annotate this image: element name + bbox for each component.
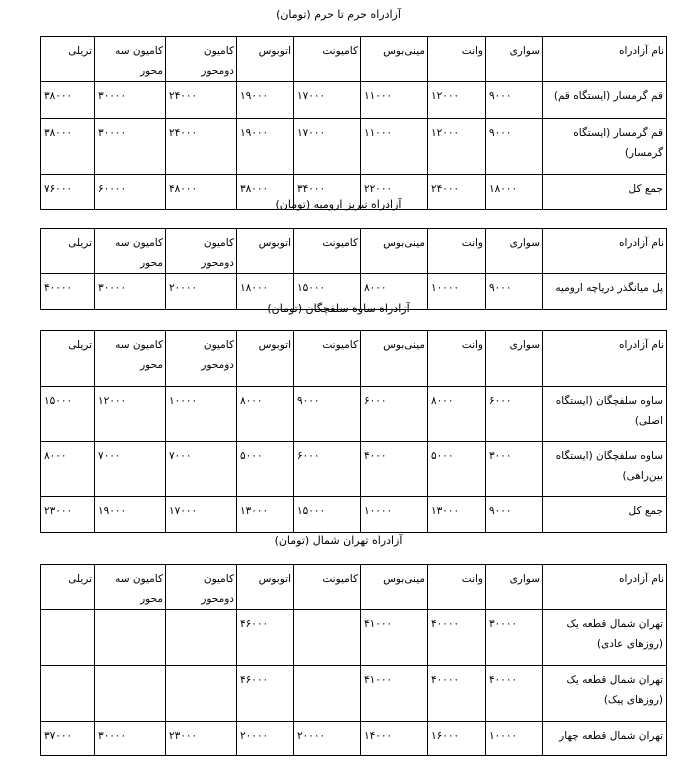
- toll-value-cell: ۹۰۰۰: [486, 119, 543, 175]
- column-header: اتوبوس: [237, 565, 294, 610]
- column-header: نام آزادراه: [543, 229, 667, 274]
- toll-value-cell: ۳۸۰۰۰: [41, 82, 95, 119]
- toll-value-cell: ۲۳۰۰۰: [166, 722, 237, 756]
- table-header-row: [41, 331, 667, 387]
- table-row: [41, 442, 667, 497]
- column-header: مینی‌بوس: [361, 565, 428, 610]
- column-header: سواری: [486, 229, 543, 274]
- toll-value-cell: ۲۰۰۰۰: [166, 274, 237, 310]
- toll-value-cell: ۴۶۰۰۰: [237, 610, 294, 666]
- toll-value-cell: [95, 666, 166, 722]
- toll-value-cell: ۱۰۰۰۰: [166, 387, 237, 442]
- toll-value-cell: ۳۰۰۰۰: [95, 82, 166, 119]
- toll-value-cell: ۷۰۰۰: [95, 442, 166, 497]
- column-header: کامیون سه محور: [95, 229, 166, 274]
- freeway-name-cell: جمع کل: [543, 497, 667, 533]
- column-header: اتوبوس: [237, 37, 294, 82]
- toll-value-cell: ۳۰۰۰۰: [95, 274, 166, 310]
- column-header: نام آزادراه: [543, 331, 667, 387]
- toll-value-cell: ۱۲۰۰۰: [95, 387, 166, 442]
- column-header: کامیونت: [294, 229, 361, 274]
- column-header: نام آزادراه: [543, 37, 667, 82]
- column-header: مینی‌بوس: [361, 331, 428, 387]
- toll-value-cell: ۸۰۰۰: [428, 387, 486, 442]
- column-header: کامیون سه محور: [95, 331, 166, 387]
- toll-value-cell: ۵۰۰۰: [237, 442, 294, 497]
- column-header: کامیون سه محور: [95, 565, 166, 610]
- column-header: کامیونت: [294, 37, 361, 82]
- toll-value-cell: ۶۰۰۰: [294, 442, 361, 497]
- toll-value-cell: ۶۰۰۰: [361, 387, 428, 442]
- toll-value-cell: ۳۷۰۰۰: [41, 722, 95, 756]
- toll-value-cell: ۴۸۰۰۰: [166, 175, 237, 210]
- toll-table: [40, 36, 667, 210]
- toll-value-cell: ۴۱۰۰۰: [361, 666, 428, 722]
- toll-value-cell: ۳۴۰۰۰: [294, 175, 361, 210]
- toll-value-cell: ۶۰۰۰: [486, 387, 543, 442]
- column-header: کامیون دومحور: [166, 229, 237, 274]
- toll-value-cell: ۱۲۰۰۰: [428, 82, 486, 119]
- column-header: وانت: [428, 565, 486, 610]
- toll-value-cell: ۳۰۰۰۰: [486, 610, 543, 666]
- table-header-row: [41, 37, 667, 82]
- toll-value-cell: ۳۰۰۰: [486, 442, 543, 497]
- column-header: کامیون دومحور: [166, 565, 237, 610]
- column-header: کامیونت: [294, 331, 361, 387]
- toll-value-cell: ۹۰۰۰: [294, 387, 361, 442]
- freeway-name-cell: ساوه سلفچگان (ایستگاه اصلی): [543, 387, 667, 442]
- column-header: وانت: [428, 37, 486, 82]
- freeway-name-cell: پل میانگذر دریاچه ارومیه: [543, 274, 667, 310]
- table-row: [41, 387, 667, 442]
- toll-value-cell: ۹۰۰۰: [486, 274, 543, 310]
- column-header: سواری: [486, 37, 543, 82]
- toll-value-cell: ۱۹۰۰۰: [95, 497, 166, 533]
- table-header-row: [41, 229, 667, 274]
- section-title: آزادراه ساوه سلفچگان (تومان): [267, 302, 410, 315]
- toll-value-cell: ۴۰۰۰۰: [428, 666, 486, 722]
- toll-value-cell: ۴۱۰۰۰: [361, 610, 428, 666]
- toll-value-cell: [294, 666, 361, 722]
- toll-value-cell: [95, 610, 166, 666]
- toll-value-cell: ۳۸۰۰۰: [41, 119, 95, 175]
- column-header: مینی‌بوس: [361, 229, 428, 274]
- table-row: [41, 119, 667, 175]
- column-header: وانت: [428, 229, 486, 274]
- toll-value-cell: ۷۰۰۰: [166, 442, 237, 497]
- toll-value-cell: ۴۶۰۰۰: [237, 666, 294, 722]
- toll-value-cell: ۴۰۰۰: [361, 442, 428, 497]
- toll-table: [40, 330, 667, 533]
- column-header: تریلی: [41, 229, 95, 274]
- toll-value-cell: ۱۸۰۰۰: [486, 175, 543, 210]
- toll-value-cell: [166, 610, 237, 666]
- toll-value-cell: [294, 610, 361, 666]
- toll-value-cell: ۴۰۰۰۰: [428, 610, 486, 666]
- toll-value-cell: ۱۷۰۰۰: [294, 119, 361, 175]
- toll-value-cell: ۲۰۰۰۰: [237, 722, 294, 756]
- table-row: [41, 497, 667, 533]
- toll-value-cell: ۵۰۰۰: [428, 442, 486, 497]
- toll-value-cell: [41, 666, 95, 722]
- column-header: مینی‌بوس: [361, 37, 428, 82]
- toll-value-cell: ۶۰۰۰۰: [95, 175, 166, 210]
- toll-value-cell: ۴۰۰۰۰: [486, 666, 543, 722]
- table-row: [41, 610, 667, 666]
- table-row: [41, 666, 667, 722]
- toll-value-cell: ۲۴۰۰۰: [428, 175, 486, 210]
- toll-value-cell: ۸۰۰۰: [237, 387, 294, 442]
- toll-value-cell: ۱۵۰۰۰: [294, 274, 361, 310]
- section-title: آزادراه حرم تا حرم (تومان): [276, 8, 401, 21]
- toll-value-cell: ۱۷۰۰۰: [294, 82, 361, 119]
- toll-value-cell: ۳۰۰۰۰: [95, 722, 166, 756]
- freeway-name-cell: ساوه سلفچگان (ایستگاه بین‌راهی): [543, 442, 667, 497]
- toll-value-cell: ۱۱۰۰۰: [361, 82, 428, 119]
- toll-value-cell: ۱۶۰۰۰: [428, 722, 486, 756]
- freeway-name-cell: تهران شمال قطعه یک (روزهای پیک): [543, 666, 667, 722]
- column-header: اتوبوس: [237, 229, 294, 274]
- toll-value-cell: ۱۰۰۰۰: [428, 274, 486, 310]
- column-header: کامیون دومحور: [166, 331, 237, 387]
- column-header: تریلی: [41, 331, 95, 387]
- column-header: تریلی: [41, 565, 95, 610]
- toll-value-cell: ۸۰۰۰: [41, 442, 95, 497]
- toll-value-cell: ۱۱۰۰۰: [361, 119, 428, 175]
- column-header: سواری: [486, 331, 543, 387]
- toll-value-cell: ۴۰۰۰۰: [41, 274, 95, 310]
- toll-value-cell: ۲۴۰۰۰: [166, 119, 237, 175]
- toll-value-cell: ۳۰۰۰۰: [95, 119, 166, 175]
- section-title: آزادراه تهران شمال (تومان): [274, 534, 403, 547]
- toll-value-cell: ۱۳۰۰۰: [428, 497, 486, 533]
- toll-value-cell: ۲۴۰۰۰: [166, 82, 237, 119]
- column-header: سواری: [486, 565, 543, 610]
- toll-value-cell: ۱۰۰۰۰: [361, 497, 428, 533]
- column-header: اتوبوس: [237, 331, 294, 387]
- toll-value-cell: ۱۹۰۰۰: [237, 119, 294, 175]
- toll-value-cell: ۱۵۰۰۰: [294, 497, 361, 533]
- column-header: کامیونت: [294, 565, 361, 610]
- toll-value-cell: ۱۰۰۰۰: [486, 722, 543, 756]
- column-header: تریلی: [41, 37, 95, 82]
- toll-value-cell: ۲۰۰۰۰: [294, 722, 361, 756]
- freeway-name-cell: قم گرمسار (ایستگاه گرمسار): [543, 119, 667, 175]
- toll-value-cell: ۱۹۰۰۰: [237, 82, 294, 119]
- freeway-name-cell: جمع کل: [543, 175, 667, 210]
- freeway-name-cell: قم گرمسار (ایستگاه قم): [543, 82, 667, 119]
- toll-value-cell: ۹۰۰۰: [486, 82, 543, 119]
- table-row: [41, 82, 667, 119]
- toll-value-cell: ۱۴۰۰۰: [361, 722, 428, 756]
- table-header-row: [41, 565, 667, 610]
- toll-table: [40, 228, 667, 310]
- column-header: نام آزادراه: [543, 565, 667, 610]
- toll-value-cell: ۱۵۰۰۰: [41, 387, 95, 442]
- freeway-name-cell: تهران شمال قطعه چهار: [543, 722, 667, 756]
- toll-value-cell: ۷۶۰۰۰: [41, 175, 95, 210]
- toll-value-cell: ۱۷۰۰۰: [166, 497, 237, 533]
- freeway-name-cell: تهران شمال قطعه یک (روزهای عادی): [543, 610, 667, 666]
- toll-value-cell: ۱۳۰۰۰: [237, 497, 294, 533]
- toll-value-cell: [166, 666, 237, 722]
- toll-value-cell: ۲۲۰۰۰: [361, 175, 428, 210]
- toll-value-cell: ۱۸۰۰۰: [237, 274, 294, 310]
- column-header: کامیون دومحور: [166, 37, 237, 82]
- toll-value-cell: ۹۰۰۰: [486, 497, 543, 533]
- table-row: [41, 722, 667, 756]
- toll-value-cell: ۱۲۰۰۰: [428, 119, 486, 175]
- toll-table: [40, 564, 667, 756]
- toll-value-cell: ۲۳۰۰۰: [41, 497, 95, 533]
- column-header: وانت: [428, 331, 486, 387]
- section-title: آزادراه تبریز ارومیه (تومان): [275, 198, 402, 211]
- toll-value-cell: [41, 610, 95, 666]
- toll-value-cell: ۳۸۰۰۰: [237, 175, 294, 210]
- column-header: کامیون سه محور: [95, 37, 166, 82]
- toll-value-cell: ۸۰۰۰: [361, 274, 428, 310]
